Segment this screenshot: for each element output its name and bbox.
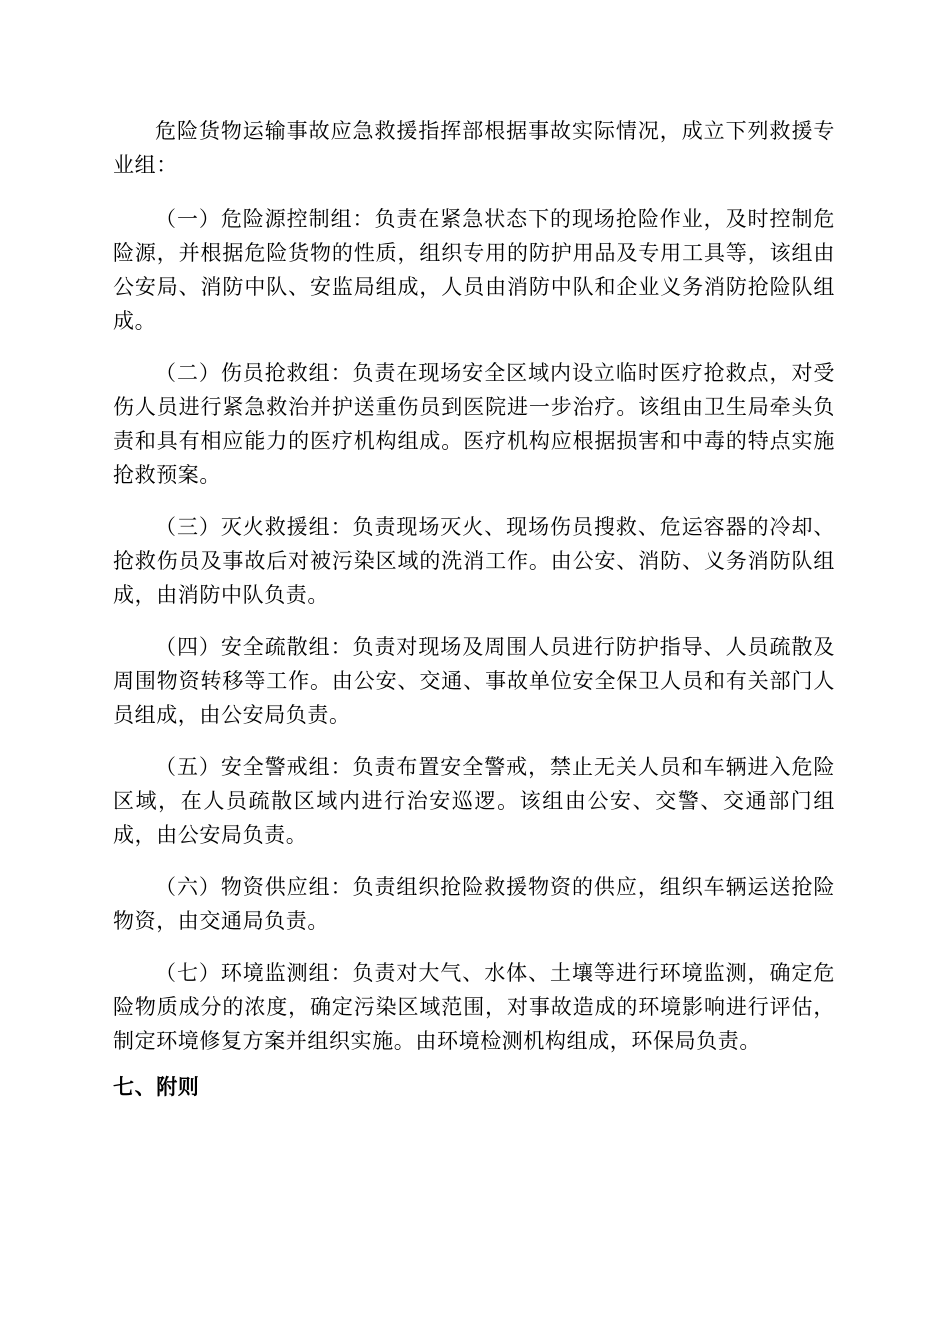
section-heading: 七、附则: [113, 1074, 200, 1099]
paragraph-evacuation-group: （四）安全疏散组：负责对现场及周围人员进行防护指导、人员疏散及周围物资转移等工作。由公安、交通、事故单位安全保卫人员和有关部门人员组成，由公安局负责。: [113, 635, 835, 727]
paragraph-supply-group: （六）物资供应组：负责组织抢险救援物资的供应，组织车辆运送抢险物资，由交通局负责。: [113, 875, 835, 933]
intro-paragraph: 危险货物运输事故应急救援指挥部根据事故实际情况，成立下列救援专业组：: [113, 119, 835, 177]
paragraph-security-cordon-group: （五）安全警戒组：负责布置安全警戒，禁止无关人员和车辆进入危险区域，在人员疏散区域内进行治安巡逻。该组由公安、交警、交通部门组成，由公安局负责。: [113, 755, 835, 847]
paragraph-firefighting-group: （三）灭火救援组：负责现场灭火、现场伤员搜救、危运容器的冷却、抢救伤员及事故后对被污染区域的洗消工作。由公安、消防、义务消防队组成，由消防中队负责。: [113, 515, 835, 607]
paragraph-casualty-rescue-group: （二）伤员抢救组：负责在现场安全区域内设立临时医疗抢救点，对受伤人员进行紧急救治并护送重伤员到医院进一步治疗。该组由卫生局牵头负责和具有相应能力的医疗机构组成。医疗机构应根据损害和中毒的特点实施抢救预案。: [113, 361, 835, 487]
paragraph-environment-monitoring-group: （七）环境监测组：负责对大气、水体、土壤等进行环境监测，确定危险物质成分的浓度，确定污染区域范围，对事故造成的环境影响进行评估，制定环境修复方案并组织实施。由环境检测机构组成，环保局负责。: [113, 961, 835, 1053]
paragraph-hazard-control-group: （一）危险源控制组：负责在紧急状态下的现场抢险作业，及时控制危险源，并根据危险货物的性质，组织专用的防护用品及专用工具等，该组由公安局、消防中队、安监局组成，人员由消防中队和企业义务消防抢险队组成。: [113, 207, 835, 333]
document-page: [113, 114, 835, 1104]
